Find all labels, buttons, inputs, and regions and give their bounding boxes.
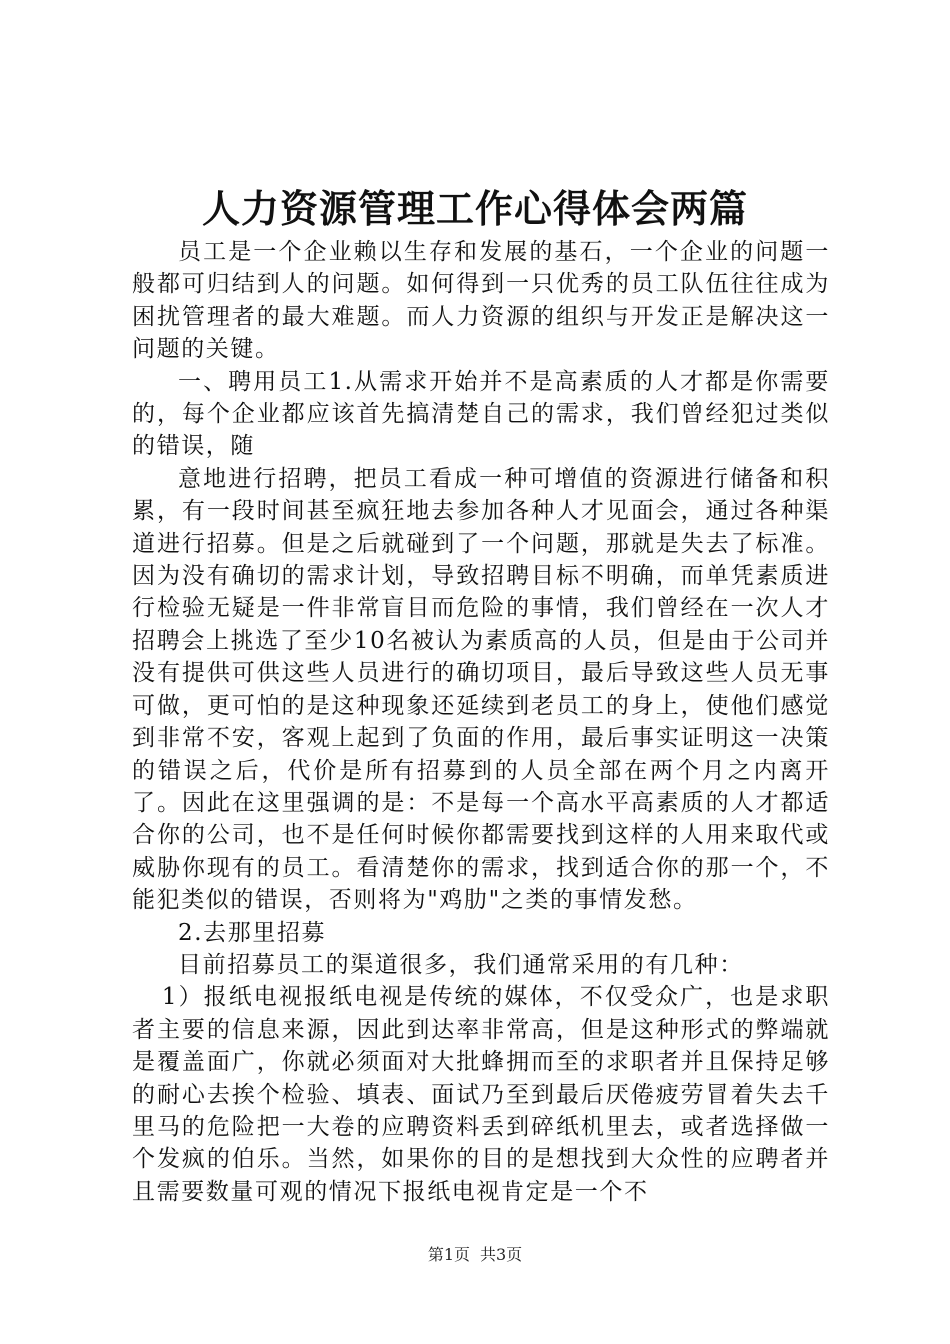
paragraph-section-one: 一、聘用员工1.从需求开始并不是高素质的人才都是你需要的，每个企业都应该首先搞清楚自己的需求，我们曾经犯过类似的错误，随 — [132, 368, 830, 460]
paragraph-newspaper-tv: 1）报纸电视报纸电视是传统的媒体，不仅受众广，也是求职者主要的信息来源，因此到达率非常高，但是这种形式的弊端就是覆盖面广，你就必须面对大批蜂拥而至的求职者并且保持足够的耐心去挨个检验、填表、面试乃至到最后厌倦疲劳冒着失去千里马的危险把一大卷的应聘资料丢到碎纸机里去，或者选择做一个发疯的伯乐。当然，如果你的目的是想找到大众性的应聘者并且需要数量可观的情况下报纸电视肯定是一个不 — [132, 984, 830, 1205]
page-total: 共3页 — [480, 1245, 523, 1264]
paragraph-recruiting-story: 意地进行招聘，把员工看成一种可增值的资源进行储备和积累，有一段时间甚至疯狂地去参加各种人才见面会，通过各种渠道进行招募。但是之后就碰到了一个问题，那就是失去了标准。因为没有确切的需求计划，导致招聘目标不明确，而单凭素质进行检验无疑是一件非常盲目而危险的事情，我们曾经在一次人才招聘会上挑选了至少10名被认为素质高的人员，但是由于公司并没有提供可供这些人员进行的确切项目，最后导致这些人员无事可做，更可怕的是这种现象还延续到老员工的身上，使他们感觉到非常不安，客观上起到了负面的作用，最后事实证明这一决策的错误之后，代价是所有招募到的人员全部在两个月之内离开了。因此在这里强调的是：不是每一个高水平高素质的人才都适合你的公司，也不是任何时候你都需要找到这样的人用来取代或威胁你现有的员工。看清楚你的需求，找到适合你的那一个，不能犯类似的错误，否则将为"鸡肋"之类的事情发愁。 — [132, 465, 830, 914]
page-number: 第1页 — [427, 1245, 470, 1264]
paragraph-heading-where: 2.去那里招募 — [178, 919, 327, 946]
document-body — [132, 236, 830, 1208]
document-title: 人力资源管理工作心得体会两篇 — [201, 186, 748, 231]
page-footer — [0, 1244, 950, 1266]
paragraph-channels-intro: 目前招募员工的渠道很多，我们通常采用的有几种： — [178, 951, 744, 978]
paragraph-intro: 员工是一个企业赖以生存和发展的基石，一个企业的问题一般都可归结到人的问题。如何得到一只优秀的员工队伍往往成为困扰管理者的最大难题。而人力资源的组织与开发正是解决这一问题的关键。 — [132, 239, 830, 363]
